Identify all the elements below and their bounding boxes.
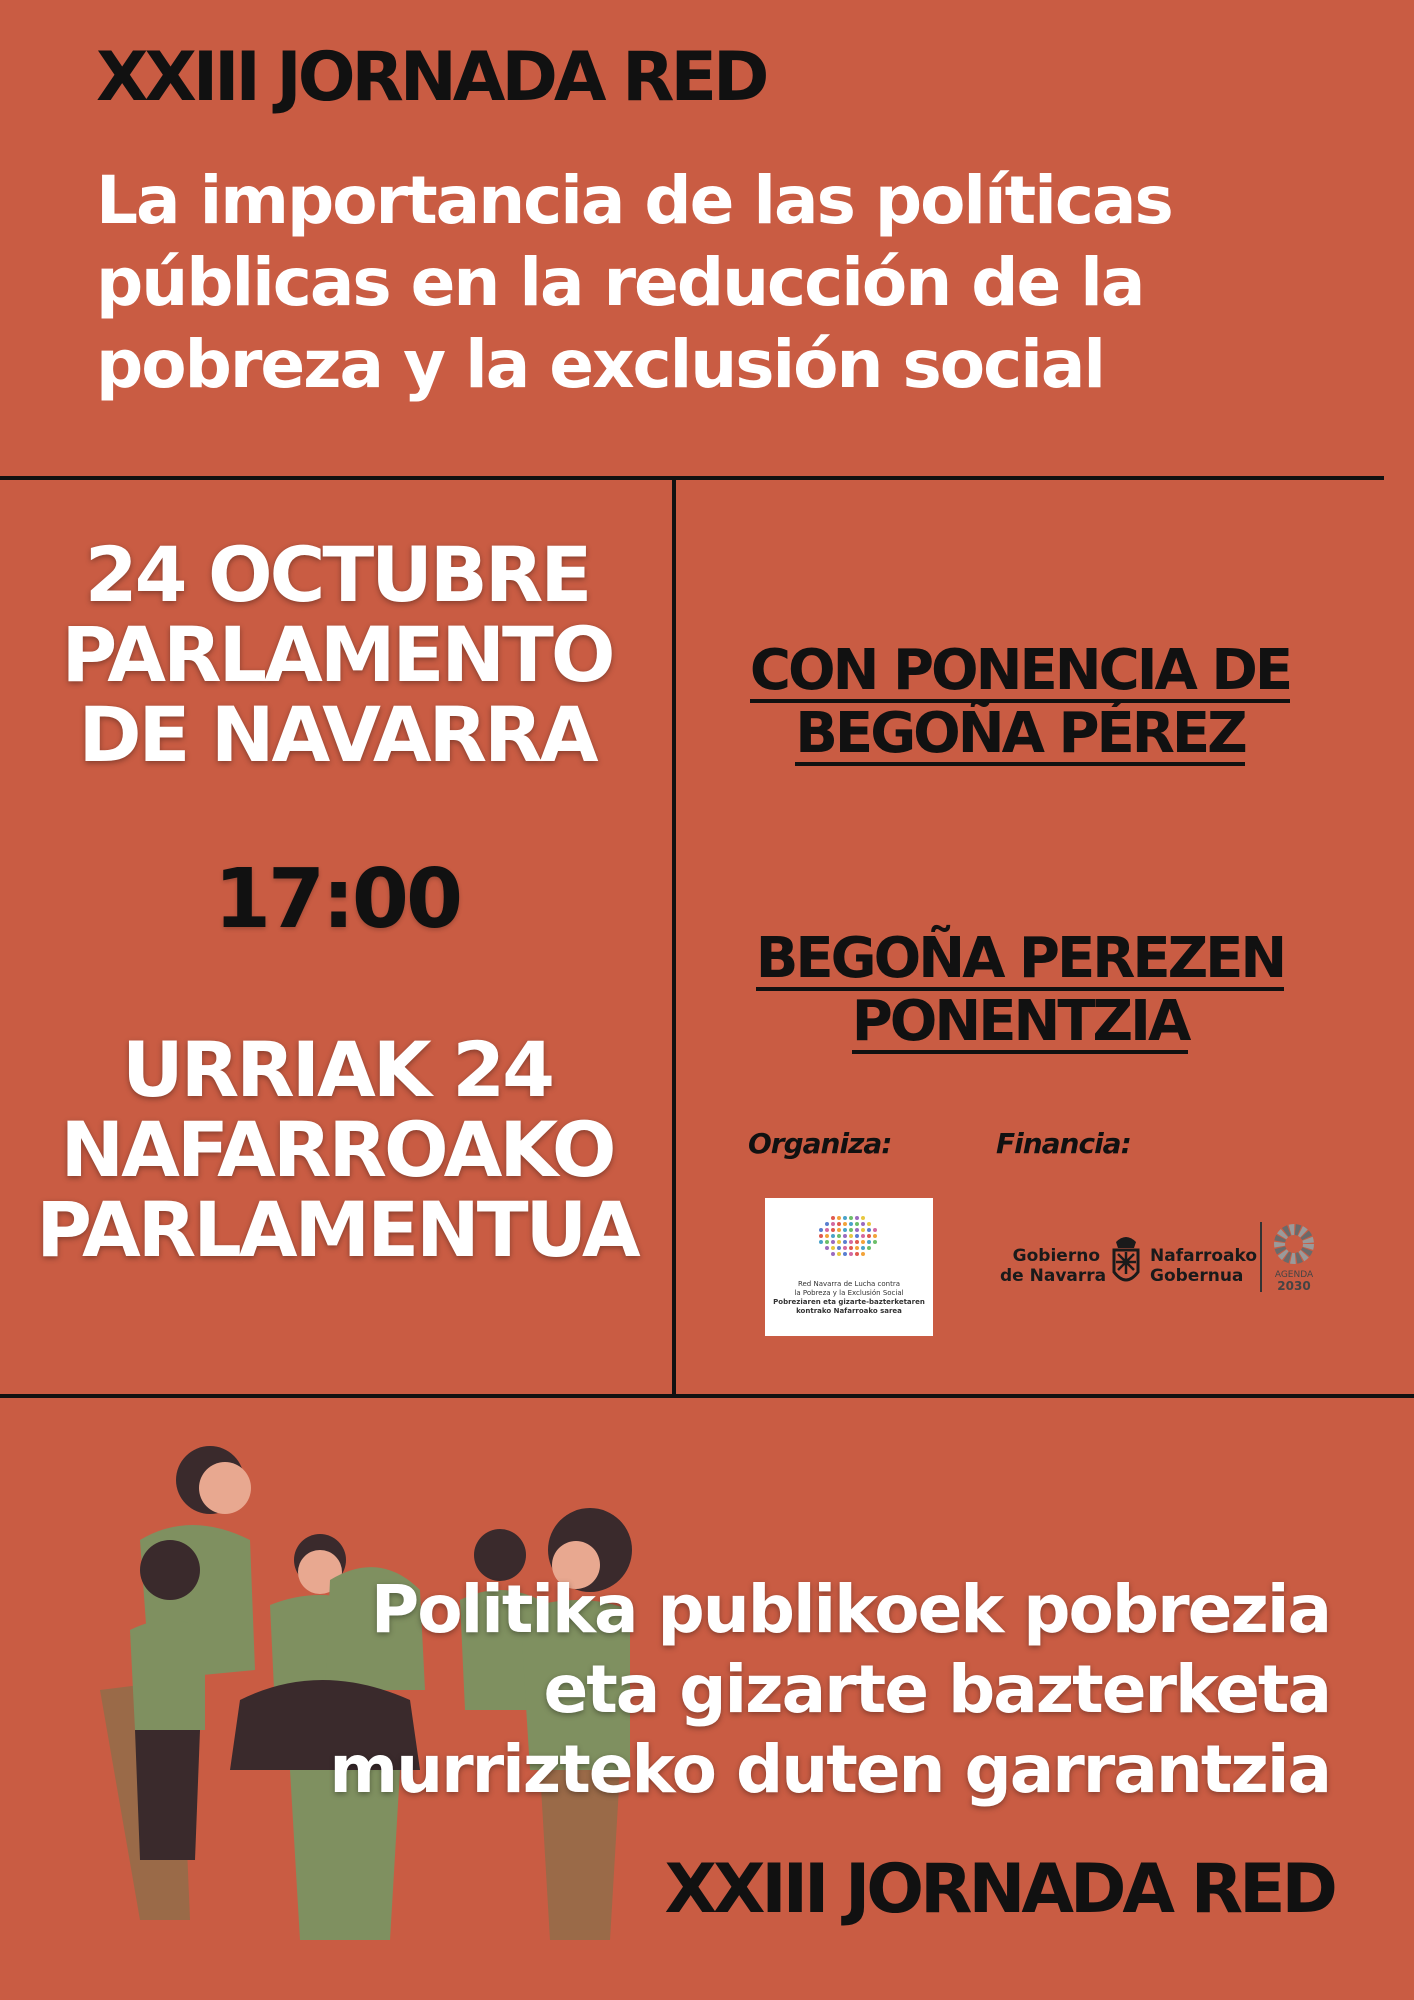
organizer-logo	[765, 1198, 933, 1336]
headline-basque	[329, 1570, 1330, 1810]
gov-es-line: de Navarra	[1000, 1266, 1107, 1286]
caption-line: kontrako Nafarroako sarea	[796, 1307, 902, 1315]
agenda-line: 2030	[1277, 1279, 1311, 1293]
financia-label: Financia:	[996, 1127, 1131, 1160]
headline-eu-line: Politika publikoek pobrezia	[370, 1571, 1330, 1648]
divider-top	[0, 476, 1384, 480]
gov-eu-line: Nafarroako	[1150, 1246, 1258, 1266]
date-location-eu	[0, 1025, 674, 1274]
date-es-line: DE NAVARRA	[78, 690, 596, 779]
speaker-es	[680, 640, 1360, 766]
caption-line: Red Navarra de Lucha contra	[797, 1280, 901, 1288]
logo-separator	[1260, 1222, 1262, 1292]
speaker-es-line: CON PONENCIA DE	[749, 638, 1291, 703]
event-title-top: XXIII JORNADA RED	[96, 38, 766, 117]
speaker-eu-line: BEGOÑA PEREZEN	[755, 926, 1285, 991]
headline-es-line: pobreza y la exclusión social	[96, 326, 1105, 403]
date-eu-line: NAFARROAKO	[60, 1105, 614, 1194]
organizer-logo-caption	[769, 1280, 929, 1316]
headline-spanish	[96, 160, 1336, 406]
caption-line: la Pobreza y la Exclusión Social	[794, 1289, 904, 1297]
headline-es-line: públicas en la reducción de la	[96, 244, 1144, 321]
headline-eu-line: murrizteko duten garrantzia	[329, 1731, 1330, 1808]
gov-eu-line: Gobernua	[1150, 1266, 1244, 1286]
speaker-es-line: BEGOÑA PÉREZ	[795, 701, 1245, 766]
organiza-label: Organiza:	[748, 1127, 892, 1160]
headline-eu-line: eta gizarte bazterketa	[543, 1651, 1330, 1728]
headline-es-line: La importancia de las políticas	[96, 162, 1172, 239]
gov-name-es	[1000, 1246, 1107, 1286]
caption-line: Pobreziaren eta gizarte-bazterketaren	[773, 1298, 925, 1306]
government-logo	[1000, 1220, 1330, 1300]
speaker-eu	[680, 928, 1360, 1054]
date-es-line: 24 OCTUBRE	[84, 530, 590, 619]
speech-bubble-dots-icon	[765, 1204, 933, 1284]
date-es-line: PARLAMENTO	[61, 610, 613, 699]
divider-bottom	[0, 1394, 1414, 1398]
gov-es-line: Gobierno	[1012, 1246, 1100, 1266]
agenda-line: AGENDA	[1274, 1270, 1314, 1280]
event-title-bottom: XXIII JORNADA RED	[664, 1850, 1334, 1929]
date-location-es	[0, 530, 674, 779]
date-eu-line: URRIAK 24	[122, 1025, 552, 1114]
coat-of-arms-icon	[1106, 1232, 1146, 1292]
event-time: 17:00	[213, 852, 460, 947]
agenda-2030-logo	[1268, 1220, 1320, 1300]
agenda-wheel-icon	[1268, 1220, 1320, 1270]
agenda-2030-text	[1268, 1270, 1320, 1292]
gov-name-eu	[1150, 1246, 1257, 1286]
speaker-eu-line: PONENTZIA	[851, 989, 1189, 1054]
date-eu-line: PARLAMENTUA	[36, 1185, 638, 1274]
